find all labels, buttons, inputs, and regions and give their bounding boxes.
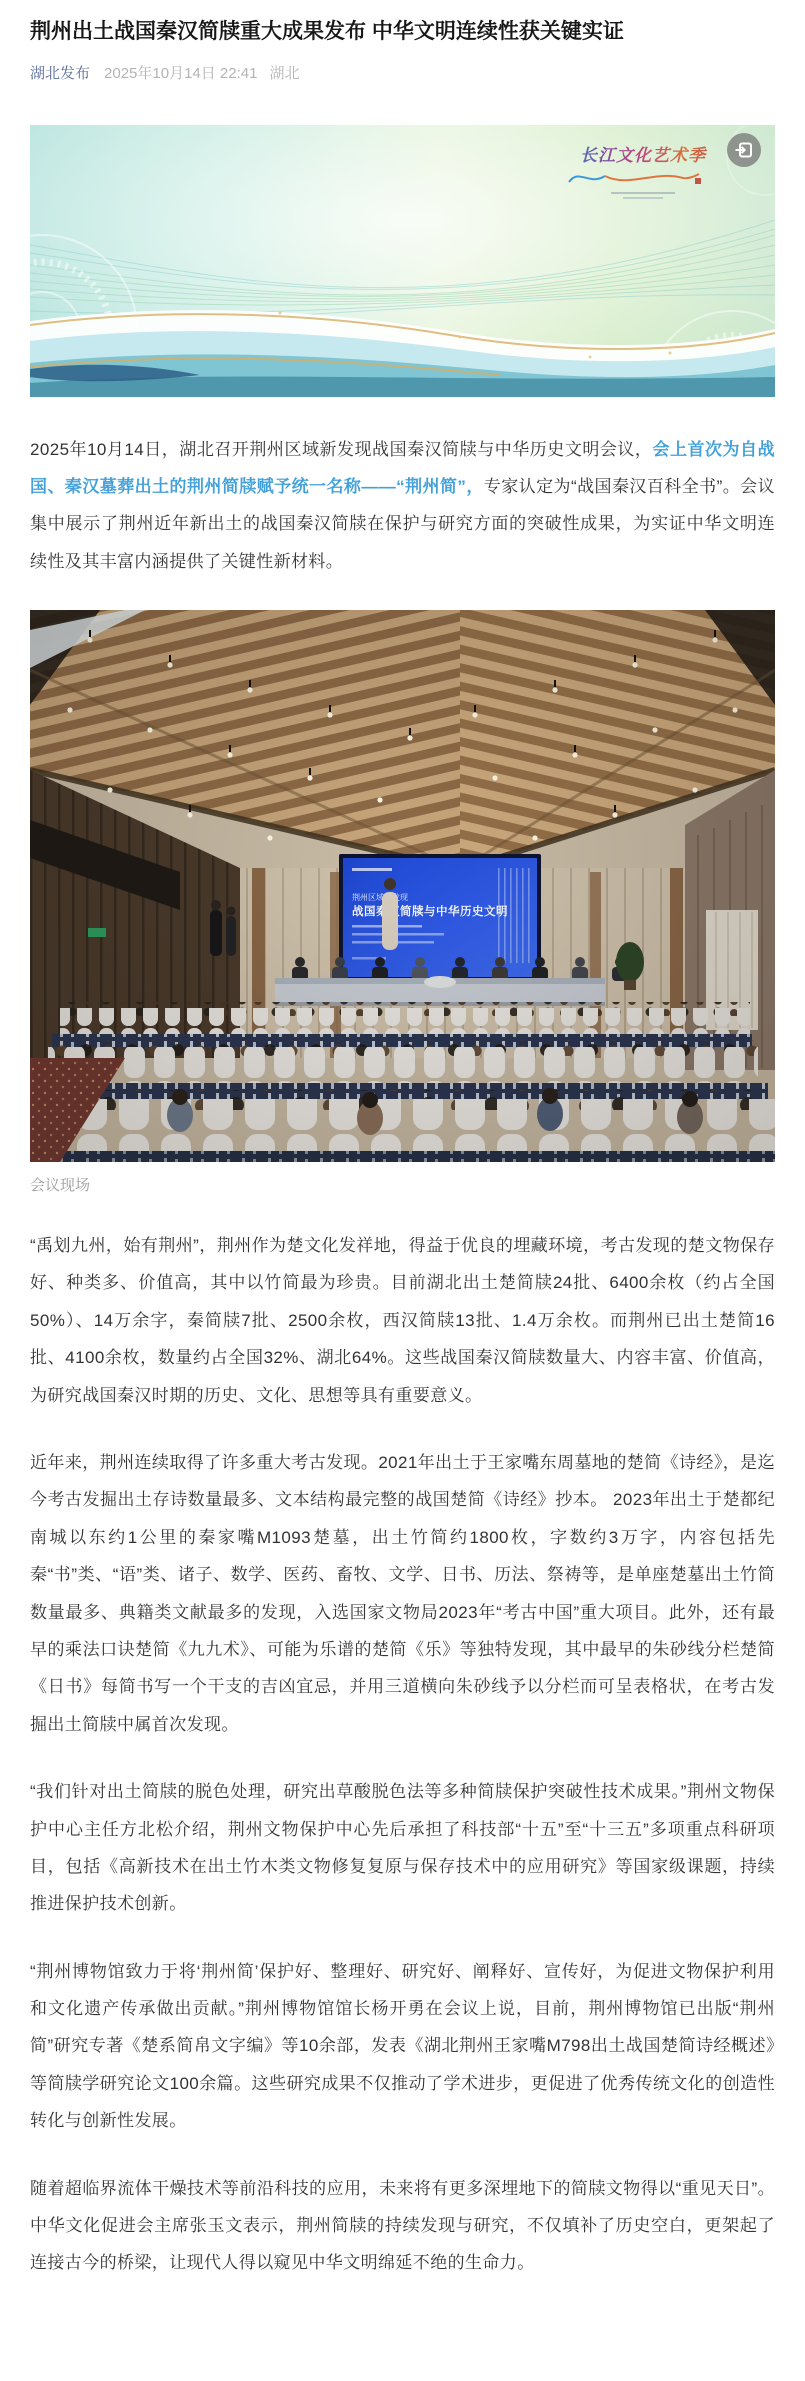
page-title: 荆州出土战国秦汉简牍重大成果发布 中华文明连续性获关键实证 bbox=[30, 20, 624, 43]
enter-fullscreen-icon bbox=[735, 141, 753, 159]
publish-date: 2025年10月14日 22:41 bbox=[104, 64, 258, 82]
photo-caption: 会议现场 bbox=[30, 1177, 91, 1195]
logo-subline-2 bbox=[623, 197, 663, 199]
conference-photo[interactable] bbox=[30, 610, 775, 1162]
expand-image-button[interactable] bbox=[727, 133, 761, 167]
paragraph-1 bbox=[30, 431, 775, 581]
publish-location: 湖北 bbox=[269, 64, 300, 82]
paragraph-4: “我们针对出土简牍的脱色处理，研究出草酸脱色法等多种简牍保护突破性技术成果。”荆州文物保护中心主任方北松介绍，荆州文物保护中心先后承担了科技部“十五”至“十三五”多项重点科研项目，包括《高新技术在出土竹木类文物修复复原与保存技术中的应用研究》等国家级课题，持续推进保护技术创新。 bbox=[30, 1782, 775, 1914]
river-line-icon bbox=[563, 166, 703, 188]
paragraph-6: 随着超临界流体干燥技术等前沿科技的应用，未来将有更多深埋地下的简牍文物得以“重见天日”。中华文化促进会主席张玉文表示，荆州简牍的持续发现与研究，不仅填补了历史空白，更架起了连接古今的桥梁，让现代人得以窥见中华文明绵延不绝的生命力。 bbox=[30, 2178, 775, 2273]
banner-logo bbox=[563, 141, 723, 199]
p1-highlight: 会上首次为自战国、秦汉墓葬出土的荆州简牍赋予统一名称——“荆州简”， bbox=[30, 439, 775, 496]
banner-image[interactable] bbox=[30, 125, 775, 397]
p1-text-before: 2025年10月14日，湖北召开荆州区域新发现战国秦汉简牍与中华历史文明会议， bbox=[30, 439, 653, 459]
banner-logo-text: 长江文化艺术季 bbox=[563, 141, 723, 166]
conference-photo-art bbox=[30, 610, 775, 1162]
logo-subline bbox=[611, 192, 675, 194]
paragraph-5: “荆州博物馆致力于将‘荆州简’保护好、整理好、研究好、阐释好、宣传好，为促进文物保护利用和文化遗产传承做出贡献。”荆州博物馆馆长杨开勇在会议上说，目前，荆州博物馆已出版“荆州简”研究专著《楚系简帛文字编》等10余部，发表《湖北荆州王家嘴M798出土战国楚简诗经概述》等简牍学研究论文100余篇。这些研究成果不仅推动了学术进步，更促进了优秀传统文化的创造性转化与创新性发展。 bbox=[30, 1961, 775, 2131]
p1-text-after: 专家认定为“战国秦汉百科全书”。会议集中展示了荆州近年新出土的战国秦汉简牍在保护与研究方面的突破性成果，为实证中华文明连续性及其丰富内涵提供了关键性新材料。 bbox=[30, 476, 775, 571]
article-meta bbox=[30, 62, 775, 83]
source-account-link[interactable]: 湖北发布 bbox=[30, 64, 91, 82]
paragraph-3: 近年来，荆州连续取得了许多重大考古发现。2021年出土于王家嘴东周墓地的楚简《诗经》，是迄今考古发掘出土存诗数量最多、文本结构最完整的战国楚简《诗经》抄本。 2023年出土于楚都纪南城以东约1公里的秦家嘴M1093楚墓，出土竹简约1800枚，字数约3万字，内容包括先秦“书”类、“语”类、诸子、数学、医药、畜牧、文学、日书、历法、祭祷等，是单座楚墓出土竹简数量最多、典籍类文献最多的发现，入选国家文物局2023年“考古中国”重大项目。此外，还有最早的乘法口诀楚简《九九术》、可能为乐谱的楚简《乐》等独特发现，其中最早的朱砂线分栏楚简《日书》每简书写一个干支的吉凶宜忌，并用三道横向朱砂线予以分栏而可呈表格状，在考古发掘出土简牍中属首次发现。 bbox=[30, 1453, 775, 1734]
paragraph-2: “禹划九州，始有荆州”，荆州作为楚文化发祥地，得益于优良的埋藏环境，考古发现的楚文物保存好、种类多、价值高，其中以竹简最为珍贵。目前湖北出土楚简牍24批、6400余枚（约占全国50%）、14万余字，秦简牍7批、2500余枚，西汉简牍13批、1.4万余枚。而荆州已出土楚简16批、4100余枚，数量约占全国32%、湖北64%。这些战国秦汉简牍数量大、内容丰富、价值高，为研究战国秦汉时期的历史、文化、思想等具有重要意义。 bbox=[30, 1236, 775, 1405]
